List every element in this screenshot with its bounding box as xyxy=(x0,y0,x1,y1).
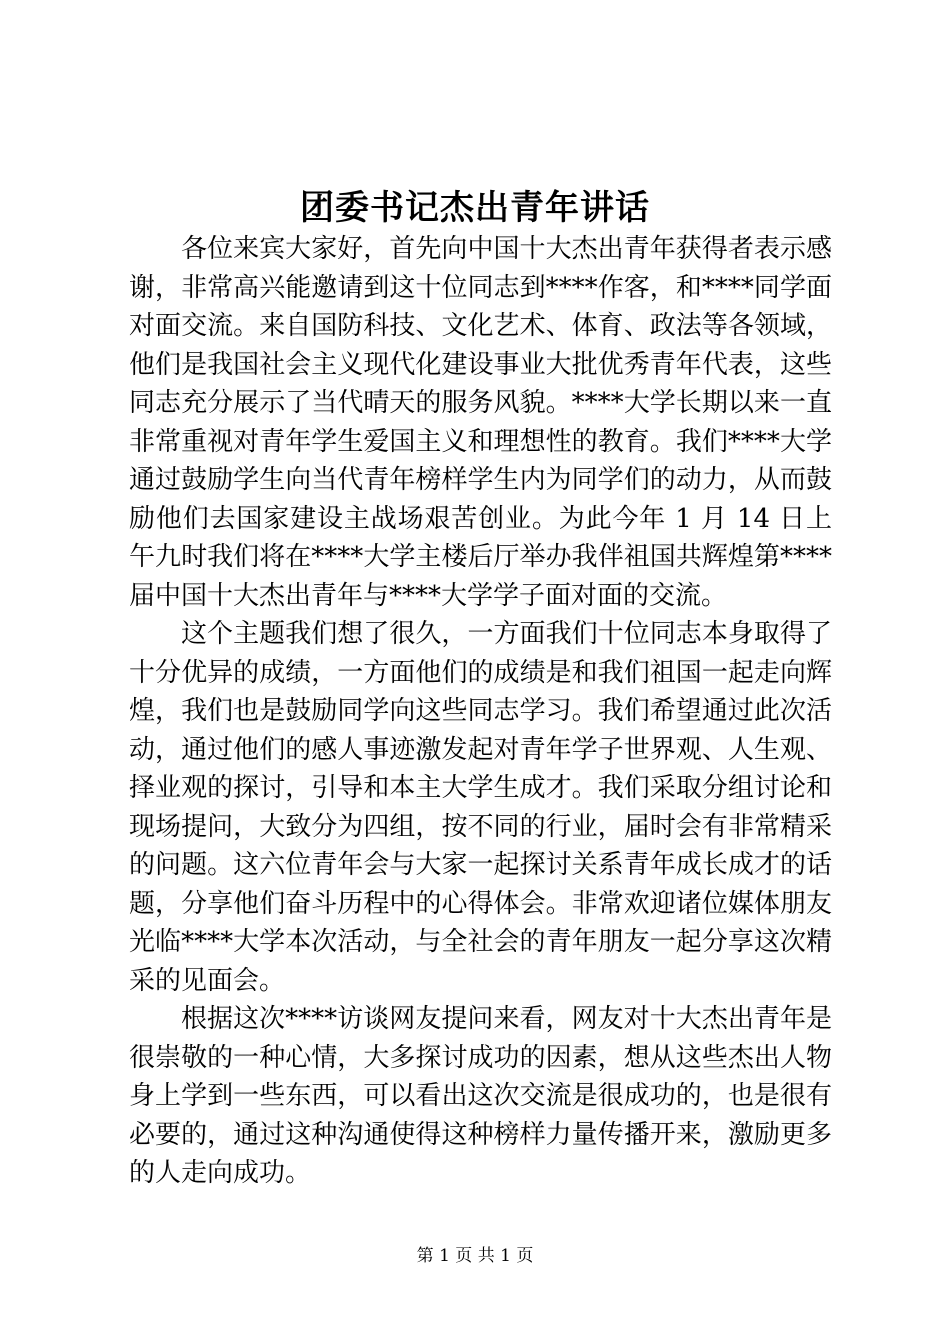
paragraph-3: 根据这次****访谈网友提问来看，网友对十大杰出青年是很崇敬的一种心情，大多探讨成功的因素，想从这些杰出人物身上学到一些东西，可以看出这次交流是很成功的，也是很有必要的，通过这种沟通使得这种榜样力量传播开来，激励更多的人走向成功。 xyxy=(129,1004,832,1188)
paragraph-1: 各位来宾大家好，首先向中国十大杰出青年获得者表示感谢，非常高兴能邀请到这十位同志到****作客，和****同学面对面交流。来自国防科技、文化艺术、体育、政法等各领域，他们是我国社会主义现代化建设事业大批优秀青年代表，这些同志充分展示了当代晴天的服务风貌。****大学长期以来一直非常重视对青年学生爱国主义和理想性的教育。我们****大学通过鼓励学生向当代青年榜样学生内为同学们的动力，从而鼓励他们去国家建设主战场艰苦创业。为此今年 1 月 14 日上午九时我们将在****大学主楼后厅举办我伴祖国共辉煌第****届中国十大杰出青年与****大学学子面对面的交流。 xyxy=(129,234,832,611)
page-footer: 第 1 页 共 1 页 xyxy=(416,1246,534,1266)
document-body xyxy=(129,230,832,1193)
paragraph-2: 这个主题我们想了很久，一方面我们十位同志本身取得了十分优异的成绩，一方面他们的成绩是和我们祖国一起走向辉煌，我们也是鼓励同学向这些同志学习。我们希望通过此次活动，通过他们的感人事迹激发起对青年学子世界观、人生观、择业观的探讨，引导和本主大学生成才。我们采取分组讨论和现场提问，大致分为四组，按不同的行业，届时会有非常精采的问题。这六位青年会与大家一起探讨关系青年成长成才的话题，分享他们奋斗历程中的心得体会。非常欢迎诸位媒体朋友光临****大学本次活动，与全社会的青年朋友一起分享这次精采的见面会。 xyxy=(129,619,832,996)
document-title: 团委书记杰出青年讲话 xyxy=(300,188,650,228)
